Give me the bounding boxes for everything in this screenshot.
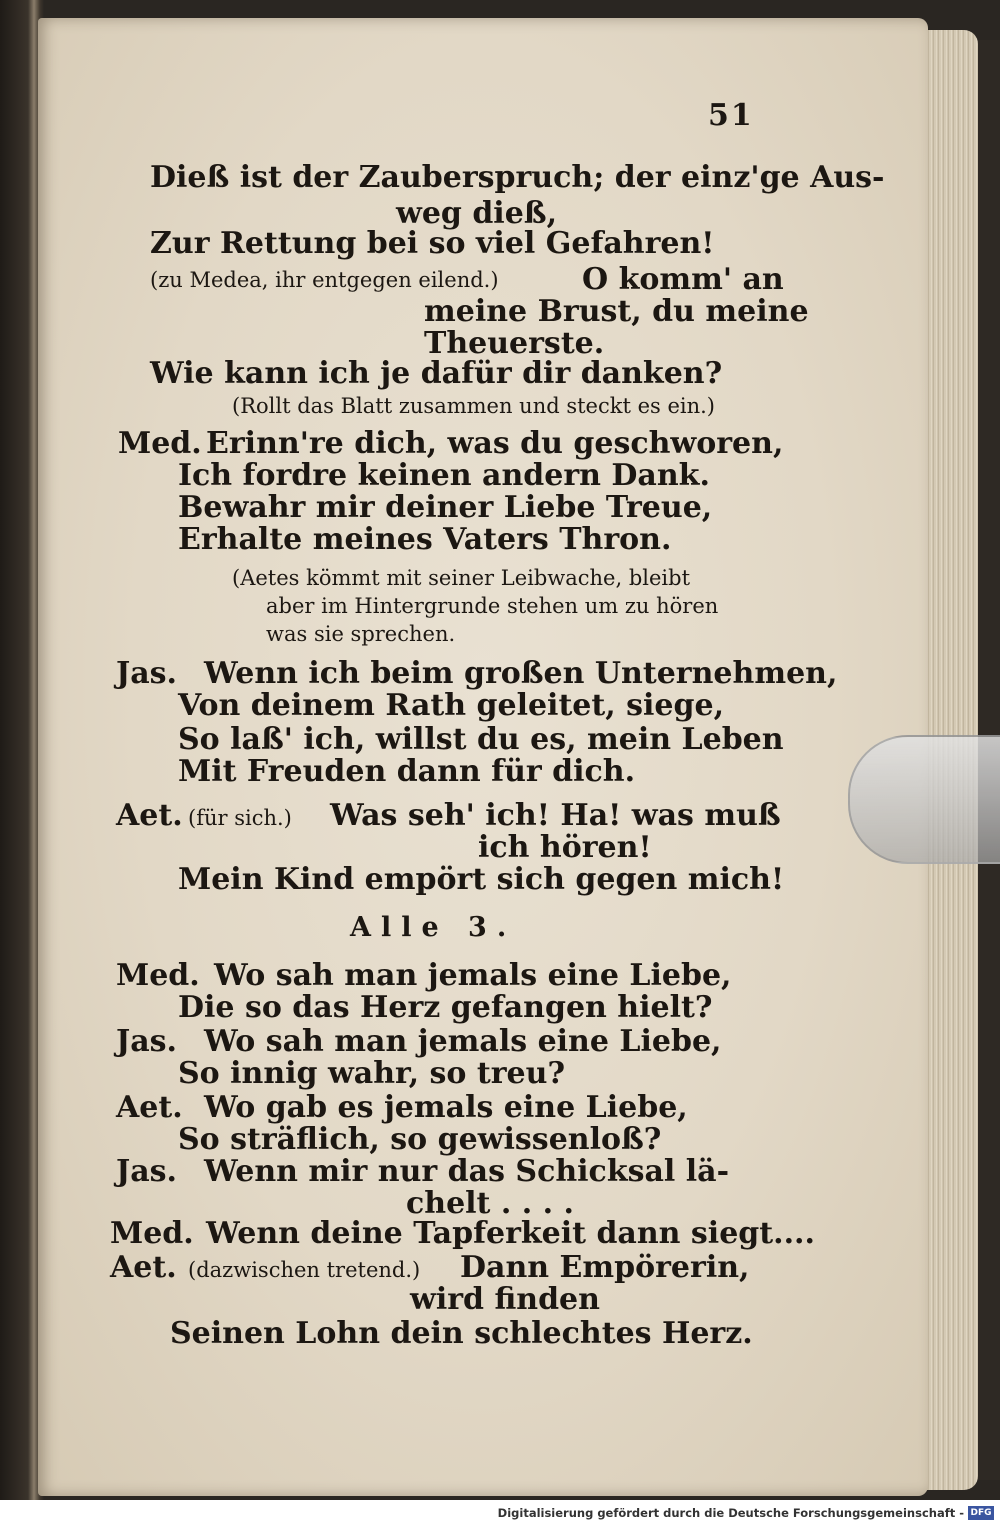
text-line: Wie kann ich je dafür dir danken? — [150, 356, 723, 391]
text-line: meine Brust, du meine — [424, 294, 809, 329]
text-line: Wenn ich beim großen Unternehmen, — [204, 656, 838, 691]
dfg-logo: DFG — [968, 1506, 994, 1520]
page-clip — [848, 735, 1000, 864]
text-line: Zur Rettung bei so viel Gefahren! — [150, 226, 715, 261]
speaker-label: Aet. — [116, 1090, 183, 1125]
text-line: Erhalte meines Vaters Thron. — [178, 522, 672, 557]
text-line: chelt . . . . — [406, 1186, 574, 1221]
stage-direction: (für sich.) — [188, 806, 292, 830]
text-line: Wo sah man jemals eine Liebe, — [204, 1024, 722, 1059]
text-line: Die so das Herz gefangen hielt? — [178, 990, 713, 1025]
text-line: Was seh' ich! Ha! was muß — [330, 798, 781, 833]
text-line: Mein Kind empört sich gegen mich! — [178, 862, 785, 897]
footer-credit: Digitalisierung gefördert durch die Deutsche Forschungsgemeinschaft - — [497, 1506, 964, 1520]
text-line: Von deinem Rath geleitet, siege, — [178, 688, 725, 723]
text-line: ich hören! — [478, 830, 652, 865]
stage-direction: aber im Hintergrunde stehen um zu hören — [266, 594, 719, 618]
text-line: Mit Freuden dann für dich. — [178, 754, 636, 789]
text-line: Wo sah man jemals eine Liebe, — [214, 958, 732, 993]
stage-direction: (dazwischen tretend.) — [188, 1258, 421, 1282]
speaker-label: Jas. — [116, 1024, 177, 1059]
text-line: Theuerste. — [424, 326, 605, 361]
text-line: Wenn mir nur das Schicksal lä- — [204, 1154, 730, 1189]
stage-direction: (zu Medea, ihr entgegen eilend.) — [150, 268, 499, 292]
stage-direction: (Aetes kömmt mit seiner Leibwache, bleibt — [232, 566, 691, 590]
text-line: So laß' ich, willst du es, mein Leben — [178, 722, 784, 757]
text-line: O komm' an — [582, 262, 784, 297]
text-line: So innig wahr, so treu? — [178, 1056, 566, 1091]
text-line: Wo gab es jemals eine Liebe, — [204, 1090, 688, 1125]
stage-direction: was sie sprechen. — [266, 622, 456, 646]
section-heading: Alle 3. — [350, 912, 517, 943]
speaker-label: Jas. — [116, 1154, 177, 1189]
text-line: Dann Empörerin, — [460, 1250, 750, 1285]
text-line: Ich fordre keinen andern Dank. — [178, 458, 710, 493]
text-line: wird finden — [410, 1282, 600, 1317]
speaker-label: Med. — [116, 958, 200, 993]
stage-direction: (Rollt das Blatt zusammen und steckt es ein.) — [232, 394, 715, 418]
speaker-label: Med. — [118, 426, 202, 461]
text-line: Bewahr mir deiner Liebe Treue, — [178, 490, 713, 525]
page-number: 51 — [708, 98, 754, 133]
text-line: Seinen Lohn dein schlechtes Herz. — [170, 1316, 753, 1351]
speaker-label: Med. — [110, 1216, 194, 1251]
speaker-label: Aet. — [110, 1250, 177, 1285]
speaker-label: Jas. — [116, 656, 177, 691]
text-line: Dieß ist der Zauberspruch; der einz'ge Aus- — [150, 160, 885, 195]
text-line: So sträflich, so gewissenloß? — [178, 1122, 662, 1157]
text-line: Erinn're dich, was du geschworen, — [206, 426, 784, 461]
text-line: weg dieß, — [396, 196, 558, 231]
speaker-label: Aet. — [116, 798, 183, 833]
text-line: Wenn deine Tapferkeit dann siegt.... — [206, 1216, 815, 1251]
